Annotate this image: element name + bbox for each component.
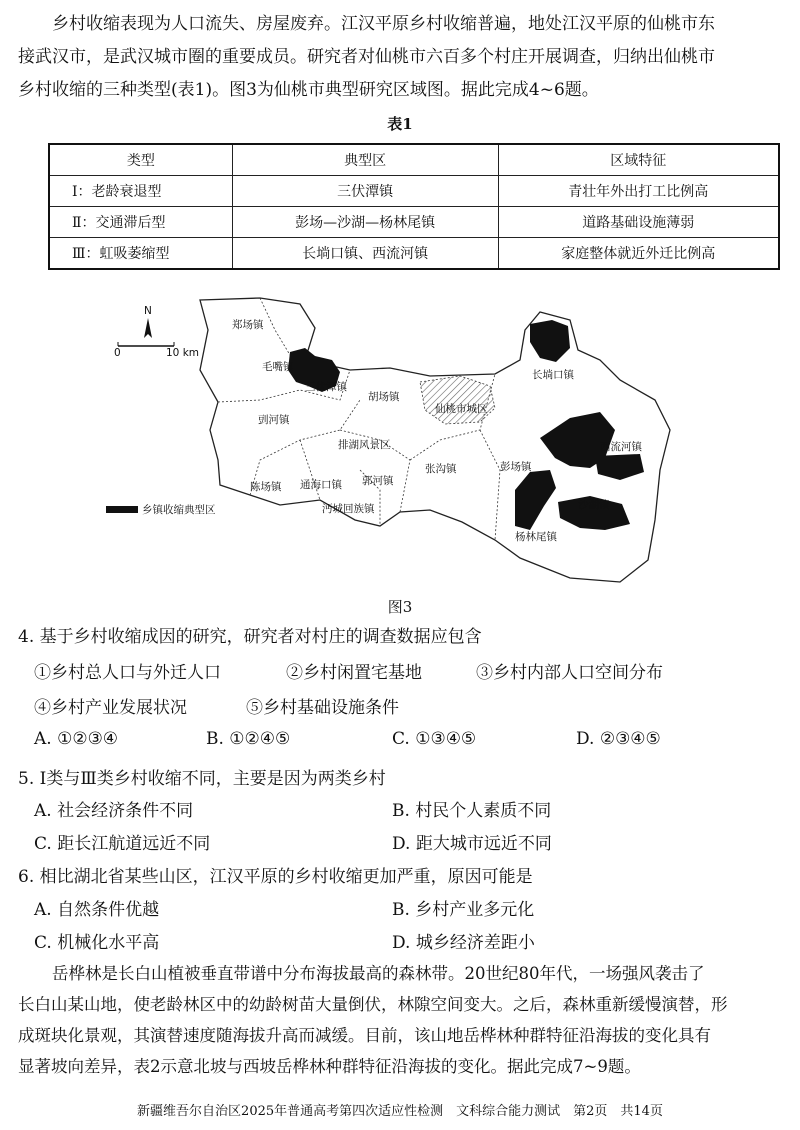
town-label: 排湖风景区: [338, 439, 391, 451]
town-label: 毛嘴镇: [262, 361, 294, 373]
scale-zero: 0: [114, 347, 121, 359]
q4-item: ②乡村闲置宅基地: [286, 663, 422, 683]
q4-option-c[interactable]: C. ①③④⑤: [392, 729, 477, 749]
table-caption: 表1: [387, 115, 413, 133]
intro-line: 乡村收缩表现为人口流失、房屋废弃。江汉平原乡村收缩普遍，地处江汉平原的仙桃市东: [52, 14, 715, 34]
question-6-stem: 6. 相比湖北省某些山区，江汉平原的乡村收缩更加严重，原因可能是: [18, 867, 533, 887]
town-label: 郭河镇: [362, 475, 394, 487]
town-label: 西流河镇: [600, 441, 642, 453]
scale-end: 10 km: [166, 347, 200, 359]
town-label: 三伏潭镇: [305, 381, 347, 393]
legend: [106, 503, 216, 516]
passage-7-9: [18, 958, 782, 1082]
question-5-stem: 5. Ⅰ类与Ⅲ类乡村收缩不同，主要是因为两类乡村: [18, 769, 386, 789]
xiantao-map: [100, 290, 680, 590]
table-header: 类型: [49, 144, 232, 176]
table-cell: Ⅰ：老龄衰退型: [49, 176, 232, 207]
table-row: [49, 176, 779, 207]
page-footer: 新疆维吾尔自治区2025年普通高考第四次适应性检测 文科综合能力测试 第2页 共14页: [137, 1104, 663, 1119]
table-cell: Ⅲ：虹吸萎缩型: [49, 238, 232, 270]
table-row: [49, 207, 779, 238]
town-label: 剅河镇: [258, 414, 290, 426]
q5-option-d[interactable]: D. 距大城市远近不同: [392, 834, 552, 854]
table-header: 区域特征: [498, 144, 779, 176]
town-label: 张沟镇: [425, 463, 457, 475]
table-cell: 长埫口镇、西流河镇: [232, 238, 498, 270]
north-label: N: [144, 305, 152, 317]
q4-item: ⑤乡村基础设施条件: [246, 698, 399, 718]
town-label: 陈场镇: [250, 481, 282, 493]
q4-option-b[interactable]: B. ①②④⑤: [206, 729, 291, 749]
legend-swatch: [106, 506, 138, 513]
table-1: [48, 143, 780, 270]
table-row: [49, 238, 779, 270]
table-header: 典型区: [232, 144, 498, 176]
intro-line: 乡村收缩的三种类型(表1)。图3为仙桃市典型研究区域图。据此完成4~6题。: [18, 80, 599, 100]
q4-option-a[interactable]: A. ①②③④: [34, 729, 119, 749]
town-label: 沔城回族镇: [322, 503, 375, 515]
table-cell: 青壮年外出打工比例高: [498, 176, 779, 207]
scale-bar: [114, 342, 199, 359]
intro-line: 接武汉市，是武汉城市圈的重要成员。研究者对仙桃市六百多个村庄开展调查，归纳出仙桃市: [18, 47, 715, 67]
figure-caption: 图3: [387, 598, 413, 616]
q5-option-c[interactable]: C. 距长江航道远近不同: [34, 834, 211, 854]
intro-paragraph: [18, 8, 782, 107]
table-cell: 三伏潭镇: [232, 176, 498, 207]
table-cell: 家庭整体就近外迁比例高: [498, 238, 779, 270]
town-label: 郑场镇: [232, 319, 264, 331]
q4-item: ④乡村产业发展状况: [34, 698, 187, 718]
q4-item: ①乡村总人口与外迁人口: [34, 663, 221, 683]
table-cell: 彭场—沙湖—杨林尾镇: [232, 207, 498, 238]
town-label: 沙湖镇: [578, 499, 610, 511]
table-cell: Ⅱ：交通滞后型: [49, 207, 232, 238]
q6-option-b[interactable]: B. 乡村产业多元化: [392, 900, 535, 920]
q6-option-a[interactable]: A. 自然条件优越: [34, 900, 160, 920]
question-4-stem: 4. 基于乡村收缩成因的研究，研究者对村庄的调查数据应包含: [18, 627, 482, 647]
passage-line: 岳桦林是长白山植被垂直带谱中分布海拔最高的森林带。20世纪80年代，一场强风袭击了: [52, 964, 705, 983]
q4-option-d[interactable]: D. ②③④⑤: [576, 729, 661, 749]
town-label: 胡场镇: [368, 391, 400, 403]
town-label: 长埫口镇: [532, 369, 574, 381]
passage-line: 长白山某山地，使老龄林区中的幼龄树苗大量倒伏，林隙空间变大。之后，森林重新缓慢演替，形: [18, 995, 728, 1014]
q6-option-d[interactable]: D. 城乡经济差距小: [392, 933, 535, 953]
town-label: 彭场镇: [500, 461, 532, 473]
table-cell: 道路基础设施薄弱: [498, 207, 779, 238]
town-label: 通海口镇: [300, 479, 342, 491]
q6-option-c[interactable]: C. 机械化水平高: [34, 933, 160, 953]
q5-option-b[interactable]: B. 村民个人素质不同: [392, 801, 552, 821]
north-arrow-icon: [144, 305, 152, 338]
q5-option-a[interactable]: A. 社会经济条件不同: [34, 801, 194, 821]
table-header-row: [49, 144, 779, 176]
q4-item: ③乡村内部人口空间分布: [476, 663, 663, 683]
town-label: 杨林尾镇: [515, 531, 557, 543]
passage-line: 显著坡向差异，表2示意北坡与西坡岳桦林种群特征沿海拔的变化。据此完成7~9题。: [18, 1057, 641, 1076]
town-label: 仙桃市城区: [435, 403, 488, 415]
passage-line: 成斑块化景观，其演替速度随海拔升高而减缓。目前，该山地岳桦林种群特征沿海拔的变化具有: [18, 1026, 711, 1045]
legend-label: 乡镇收缩典型区: [142, 504, 216, 516]
